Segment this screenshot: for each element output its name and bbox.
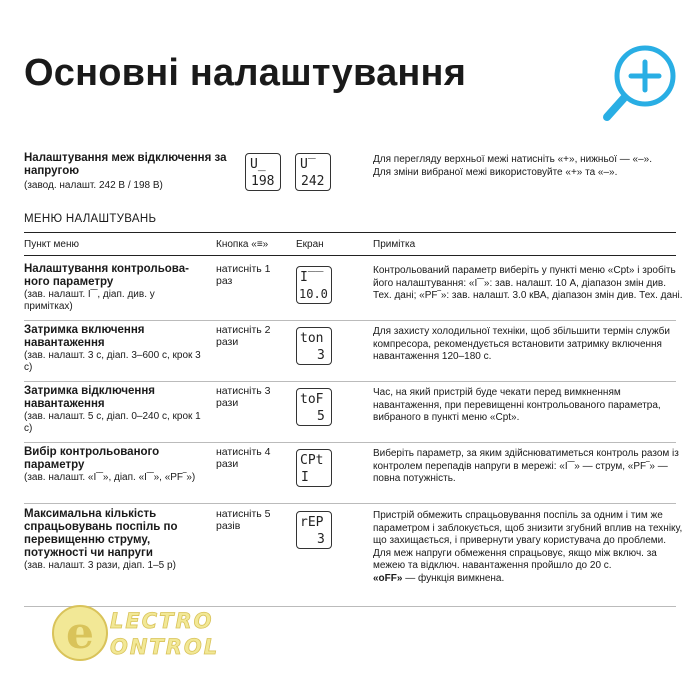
row-heading: Налаштування контрольова-ного параметру bbox=[24, 263, 189, 288]
lcd-lower-limit bbox=[245, 153, 281, 191]
lcd-lower-top: U_ bbox=[250, 157, 266, 172]
lcd-screen bbox=[296, 388, 332, 426]
row-defaults: (зав. налашт. 3 рази, діап. 1–5 р) bbox=[24, 560, 176, 571]
lcd-value: 10.0 bbox=[299, 287, 328, 301]
column-header-note: Примітка bbox=[373, 239, 416, 250]
row-button-press: натисніть 1 раз bbox=[216, 263, 271, 287]
voltage-limits-heading: Налаштування меж відключення за напругою bbox=[24, 152, 227, 177]
row-heading: Затримка включення навантаження bbox=[24, 324, 145, 349]
page-title: Основні налаштування bbox=[24, 52, 467, 94]
note-paragraph: Пристрій обмежить спрацьовування поспіль за одним і тим же параметром і заблокується, щоб знизити згубний вплив на техніку, що захищається, і привернути увагу користувача до проблеми. bbox=[373, 510, 683, 546]
lcd-upper-limit bbox=[295, 153, 331, 191]
note-text: — функція вимкнена. bbox=[402, 572, 505, 584]
divider bbox=[24, 381, 676, 382]
row-defaults: (зав. налашт. I‾‾, діап. див. у примітках) bbox=[24, 289, 155, 312]
lcd-top: toF bbox=[300, 392, 324, 407]
lcd-top: ton bbox=[300, 331, 324, 346]
row-note: Виберіть параметр, за яким здійснюватиметься контроль разом із контролем перепадів напруги в мережі: «I‾‾» — струм, «PF‾» — повна потужність. bbox=[373, 448, 679, 484]
lcd-screen bbox=[296, 327, 332, 365]
note-line: Для зміни вибраної межі використовуйте «+» та «–». bbox=[373, 167, 618, 178]
lcd-top: CPt bbox=[300, 453, 324, 468]
voltage-limits-note bbox=[373, 153, 683, 179]
divider bbox=[24, 232, 676, 233]
note-keyword: «oFF» bbox=[373, 572, 403, 584]
row-heading: Вибір контрольованого параметру bbox=[24, 446, 160, 471]
lcd-screen bbox=[296, 449, 332, 487]
note-line: Для перегляду верхньої межі натисніть «+», нижньої — «–». bbox=[373, 154, 653, 165]
row-defaults: (зав. налашт. 3 с, діап. 3–600 с, крок 3 с) bbox=[24, 350, 201, 373]
lcd-top: rEP bbox=[300, 515, 324, 530]
section-title: МЕНЮ НАЛАШТУВАНЬ bbox=[24, 213, 157, 225]
row-heading: Максимальна кількість спрацьовувань поспіль по перевищенню струму, потужності чи напруги bbox=[24, 508, 178, 559]
divider bbox=[24, 320, 676, 321]
lcd-lower-value: 198 bbox=[251, 174, 275, 189]
lcd-value: 3 bbox=[317, 532, 325, 547]
lcd-screen bbox=[296, 266, 332, 304]
note-paragraph bbox=[373, 573, 683, 586]
row-heading: Затримка відключення навантаження bbox=[24, 385, 156, 410]
lcd-value: 5 bbox=[317, 409, 325, 424]
zoom-in-icon[interactable] bbox=[598, 38, 684, 128]
logo-line1: LECTRO bbox=[110, 609, 214, 633]
electrocontrol-logo bbox=[50, 600, 260, 665]
lcd-upper-value: 242 bbox=[301, 174, 325, 189]
logo-line2: ONTROL bbox=[110, 635, 220, 659]
row-defaults: (зав. налашт. «I‾‾», діап. «I‾‾», «PF‾») bbox=[24, 472, 196, 483]
note-paragraph: Для меж напруги обмеження спрацьовує, якщо між включ. за межею та відключ. навантаження пройшло до 20 с. bbox=[373, 547, 657, 571]
row-note: Для захисту холодильної техніки, щоб збільшити термін служби компресора, рекомендується встановити затримку включення навантаження 120–180 с. bbox=[373, 326, 670, 362]
row-note bbox=[373, 510, 683, 585]
divider bbox=[24, 255, 676, 256]
row-button-press: натисніть 2 рази bbox=[216, 324, 271, 348]
row-button-press: натисніть 5 разів bbox=[216, 508, 271, 532]
lcd-value: 3 bbox=[317, 348, 325, 363]
row-note: Контрольований параметр виберіть у пункті меню «Cpt» і зробіть його налаштування: «I‾‾»: зав. налашт. 10 А, діапазон змін див. Тех. дані; «PF‾»: зав. налашт. 3.0 кВА, діапазон змін див. Тех. дані. bbox=[373, 265, 683, 301]
row-note: Час, на який пристрій буде чекати перед вимкненням навантаження, при перевищенні контрольованого параметра, вибраного в пункті меню «Cpt». bbox=[373, 387, 661, 423]
lcd-upper-top: U‾ bbox=[300, 157, 316, 172]
row-button-press: натисніть 4 рази bbox=[216, 446, 271, 470]
logo-letter: e bbox=[66, 608, 94, 659]
voltage-limits-block bbox=[24, 152, 234, 192]
column-header-screen: Екран bbox=[296, 239, 324, 250]
column-header-button: Кнопка «≡» bbox=[216, 239, 269, 250]
divider bbox=[24, 503, 676, 504]
lcd-screen bbox=[296, 511, 332, 549]
divider bbox=[24, 442, 676, 443]
lcd-value: I bbox=[301, 470, 309, 485]
lcd-top: I‾‾ bbox=[300, 270, 324, 285]
row-button-press: натисніть 3 рази bbox=[216, 385, 271, 409]
column-header-item: Пункт меню bbox=[24, 239, 80, 250]
row-defaults: (зав. налашт. 5 с, діап. 0–240 с, крок 1 с) bbox=[24, 411, 201, 434]
voltage-limits-defaults: (завод. налашт. 242 В / 198 В) bbox=[24, 180, 163, 191]
